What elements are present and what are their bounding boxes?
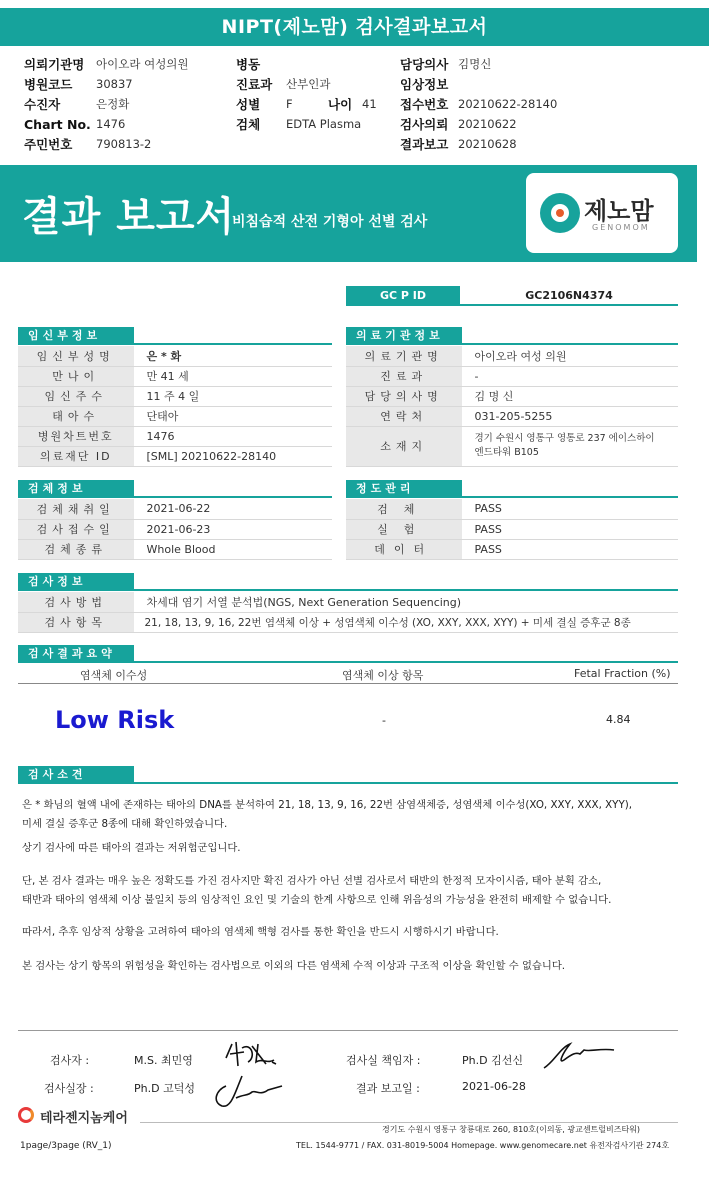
field-label: 검체채취일 <box>18 499 134 519</box>
table-row <box>18 539 332 559</box>
field-value: 21, 18, 13, 9, 16, 22번 염색체 이상 + 성염색체 이수성 (XO, XXY, XXX, XYY) + 미세 결실 증후군 8종 <box>134 612 678 632</box>
gcpid-value: GC2106N4374 <box>525 289 613 302</box>
meta-label: 의뢰기관명 <box>24 57 85 72</box>
report-date-label: 결과 보고일 : <box>356 1082 420 1095</box>
terragen-logo-icon <box>18 1107 34 1123</box>
field-label: 태아수 <box>18 406 134 426</box>
section-test-heading: 검사정보 <box>18 573 134 591</box>
meta-value: 20210622 <box>458 117 517 131</box>
field-value: 1476 <box>134 426 332 446</box>
opinion-line: 단, 본 검사 결과는 매우 높은 정확도를 가진 검사지만 확진 검사가 아닌 선별 검사로서 태반의 한정적 모자이시즘, 태아 분획 감소, <box>22 875 602 887</box>
field-label: 연락처 <box>346 406 462 426</box>
meta-value: 30837 <box>96 77 133 91</box>
chief-signature <box>540 1038 620 1074</box>
risk-result: Low Risk <box>55 706 175 734</box>
test-table <box>18 592 678 633</box>
field-value: 2021-06-23 <box>134 519 332 539</box>
field-label: 만나이 <box>18 366 134 386</box>
abnormal-items-value: - <box>382 714 386 727</box>
meta-label: 결과보고 <box>400 137 449 152</box>
patient-table <box>18 346 332 467</box>
logo-text: 제노맘 <box>584 197 654 225</box>
section-divider <box>18 343 332 345</box>
field-value: - <box>462 366 678 386</box>
meta-label: 주민번호 <box>24 137 73 152</box>
footer-divider <box>140 1122 678 1123</box>
address-line-1: 경기 수원시 영통구 영통로 237 에이스하이 <box>474 433 655 444</box>
field-value: PASS <box>462 519 678 539</box>
report-meta <box>24 54 704 154</box>
page-number: 1page/3page (RV_1) <box>20 1141 112 1151</box>
field-value: 은 * 화 <box>134 346 332 366</box>
table-row <box>18 426 332 446</box>
report-date: 2021-06-28 <box>462 1080 526 1093</box>
table-row <box>18 446 332 466</box>
table-row <box>18 519 332 539</box>
section-divider <box>18 782 678 784</box>
table-row <box>18 406 332 426</box>
field-label: 진료과 <box>346 366 462 386</box>
meta-label: 접수번호 <box>400 97 449 112</box>
field-label: 데이터 <box>346 539 462 559</box>
field-value: 2021-06-22 <box>134 499 332 519</box>
meta-label: 검체 <box>236 117 261 132</box>
field-value: PASS <box>462 499 678 519</box>
meta-value: 790813-2 <box>96 137 152 151</box>
section-divider <box>346 343 678 345</box>
meta-column-3 <box>400 54 557 154</box>
section-opinion-heading: 검사소견 <box>18 766 134 784</box>
opinion-paragraph-1 <box>22 796 682 834</box>
field-label: 검체 <box>346 499 462 519</box>
table-row <box>18 612 678 632</box>
table-row <box>18 386 332 406</box>
opinion-line: 태반과 태아의 염색체 이상 불일치 등의 임상적인 요인 및 기술의 한계 사항으로 인해 위음성의 가능성을 완전히 배제할 수 없습니다. <box>22 894 612 906</box>
meta-column-2 <box>236 54 377 134</box>
section-divider <box>18 661 678 663</box>
meta-value: 은정화 <box>96 97 130 111</box>
section-divider <box>18 589 678 591</box>
meta-value: 1476 <box>96 117 126 131</box>
table-row <box>18 592 678 612</box>
table-row <box>346 499 678 519</box>
section-qc-heading: 정도관리 <box>346 480 462 498</box>
table-row <box>346 406 678 426</box>
meta-label: 병동 <box>236 57 261 72</box>
report-banner <box>0 165 697 262</box>
field-value: 차세대 염기 서열 분석법(NGS, Next Generation Sequencing) <box>134 592 678 612</box>
meta-value: 41 <box>362 97 377 111</box>
meta-label: 나이 <box>328 97 353 112</box>
meta-value: 김명신 <box>458 57 492 71</box>
field-value: 단태아 <box>134 406 332 426</box>
field-value: 아이오라 여성 의원 <box>462 346 678 366</box>
field-value: 11 주 4 일 <box>134 386 332 406</box>
opinion-line: 미세 결실 증후군 8종에 대해 확인하였습니다. <box>22 818 228 830</box>
tester-label: 검사자 : <box>50 1054 90 1067</box>
meta-value: F <box>286 97 293 111</box>
meta-label: 병원코드 <box>24 77 73 92</box>
field-label: 담당의사명 <box>346 386 462 406</box>
field-label: 의료재단 ID <box>18 446 134 466</box>
genomom-logo <box>526 173 678 253</box>
divider <box>18 1030 678 1031</box>
tester-name: M.S. 최민영 <box>134 1054 193 1067</box>
table-row <box>346 386 678 406</box>
column-header: Fetal Fraction (%) <box>574 667 671 680</box>
banner-title: 결과 보고서 <box>22 194 236 240</box>
head-label: 검사실장 : <box>44 1082 94 1095</box>
opinion-paragraph-3 <box>22 872 682 910</box>
column-header: 염색체 이수성 <box>80 669 148 682</box>
meta-label: 수진자 <box>24 97 61 112</box>
chief-name: Ph.D 김선신 <box>462 1054 523 1067</box>
summary-header <box>18 664 678 684</box>
specimen-table <box>18 499 332 560</box>
table-row <box>346 346 678 366</box>
field-label: 검사접수일 <box>18 519 134 539</box>
logo-subtext: GENOMOM <box>592 223 650 232</box>
address-line-2: 엔드타워 B105 <box>474 447 539 458</box>
meta-value: 아이오라 여성의원 <box>96 57 189 71</box>
section-specimen-heading: 검체정보 <box>18 480 134 498</box>
field-value: [SML] 20210622-28140 <box>134 446 332 466</box>
table-row <box>346 366 678 386</box>
meta-value: 산부인과 <box>286 77 331 91</box>
fetal-fraction-value: 4.84 <box>606 713 631 726</box>
section-divider <box>346 496 678 498</box>
field-value: Whole Blood <box>134 539 332 559</box>
qc-table <box>346 499 678 560</box>
field-label: 병원차트번호 <box>18 426 134 446</box>
section-patient-heading: 임신부정보 <box>18 327 134 345</box>
meta-label: Chart No. <box>24 116 91 132</box>
meta-value: EDTA Plasma <box>286 117 362 131</box>
company-name: 테라젠지놈케어 <box>40 1111 128 1126</box>
table-row <box>18 366 332 386</box>
field-label: 검사방법 <box>18 592 134 612</box>
field-value: 만 41 세 <box>134 366 332 386</box>
field-label: 임신주수 <box>18 386 134 406</box>
genomom-logo-icon <box>540 193 580 233</box>
head-signature <box>208 1066 288 1112</box>
institution-table <box>346 346 678 467</box>
meta-label: 임상정보 <box>400 77 449 92</box>
column-header: 염색체 이상 항목 <box>342 669 424 682</box>
company-address: 경기도 수원시 영통구 창룡대로 260, 810호(이의동, 광교센트럴비즈타워) <box>382 1125 641 1134</box>
table-row <box>346 426 678 466</box>
report-title: NIPT(제노맘) 검사결과보고서 <box>0 8 709 46</box>
field-label: 의료기관명 <box>346 346 462 366</box>
field-value <box>462 426 678 466</box>
meta-label: 검사의뢰 <box>400 117 449 132</box>
gcpid-row <box>346 286 678 306</box>
opinion-paragraph-2: 상기 검사에 따른 태아의 결과는 저위험군입니다. <box>22 842 241 854</box>
field-label: 검체종류 <box>18 539 134 559</box>
meta-value: 20210628 <box>458 137 517 151</box>
table-row <box>18 499 332 519</box>
gcpid-label: GC P ID <box>346 286 460 306</box>
field-value: 김 명 신 <box>462 386 678 406</box>
table-row <box>346 519 678 539</box>
opinion-line: 은 * 화님의 혈액 내에 존재하는 태아의 DNA를 분석하여 21, 18, 13, 9, 16, 22번 삼염색체증, 성염색체 이수성(XO, XXY, XXX, XYY), <box>22 799 633 811</box>
meta-value: 20210622-28140 <box>458 97 558 111</box>
section-divider <box>18 496 332 498</box>
section-institution-heading: 의료기관정보 <box>346 327 462 345</box>
section-summary-heading: 검사결과요약 <box>18 645 134 663</box>
field-value: PASS <box>462 539 678 559</box>
field-label: 임신부성명 <box>18 346 134 366</box>
table-row <box>18 346 332 366</box>
table-row <box>346 539 678 559</box>
head-name: Ph.D 고덕성 <box>134 1082 195 1095</box>
opinion-paragraph-4: 따라서, 추후 임상적 상황을 고려하여 태아의 염색체 핵형 검사를 통한 확인을 반드시 시행하시기 바랍니다. <box>22 926 499 938</box>
company-contact: TEL. 1544-9771 / FAX. 031-8019-5004 Homepage. www.genomecare.net 유전자검사기관 274호 <box>296 1141 670 1150</box>
meta-label: 담당의사 <box>400 57 449 72</box>
meta-label: 성별 <box>236 97 261 112</box>
meta-label: 진료과 <box>236 77 273 92</box>
meta-column-1 <box>24 54 189 154</box>
field-value: 031-205-5255 <box>462 406 678 426</box>
opinion-paragraph-5: 본 검사는 상기 항목의 위험성을 확인하는 검사법으로 이외의 다른 염색체 수적 이상과 구조적 이상을 확인할 수 없습니다. <box>22 960 566 972</box>
chief-label: 검사실 책임자 : <box>346 1054 421 1067</box>
field-label: 소재지 <box>346 426 462 466</box>
field-label: 실험 <box>346 519 462 539</box>
banner-subtitle: 비침습적 산전 기형아 선별 검사 <box>232 214 428 230</box>
field-label: 검사항목 <box>18 612 134 632</box>
